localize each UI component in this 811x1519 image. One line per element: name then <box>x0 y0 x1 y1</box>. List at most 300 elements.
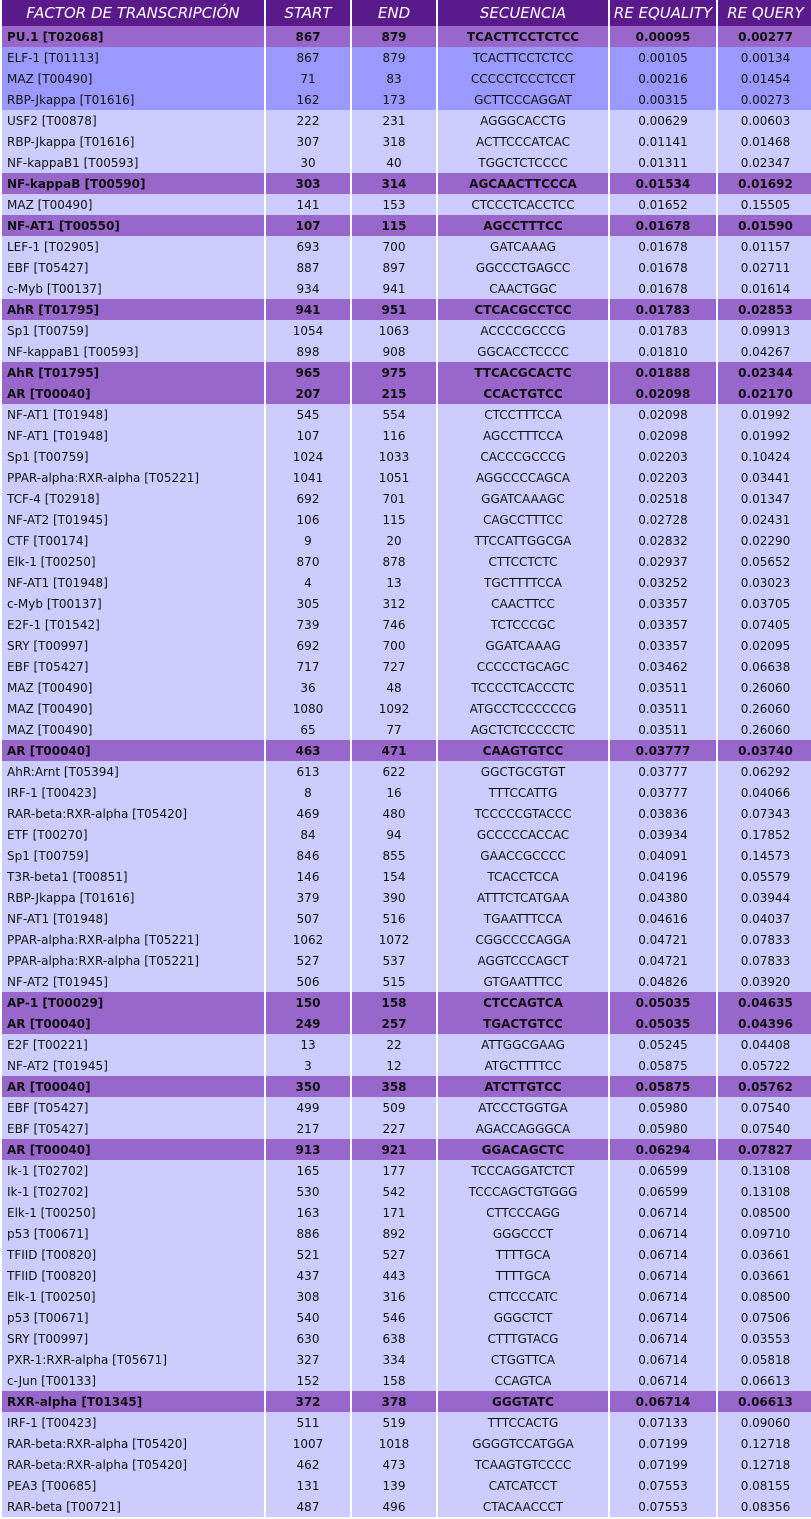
re-equality-cell: 0.03511 <box>610 719 716 740</box>
re-query-cell: 0.03661 <box>718 1244 811 1265</box>
table-row <box>2 1055 811 1076</box>
table-row <box>2 131 811 152</box>
end-cell: 975 <box>352 362 436 383</box>
factor-cell: Elk-1 [T00250] <box>2 551 264 572</box>
table-row <box>2 1223 811 1244</box>
start-cell: 913 <box>266 1139 350 1160</box>
table-row <box>2 173 811 194</box>
sequence-cell: CAACTTCC <box>438 593 608 614</box>
re-query-cell: 0.05762 <box>718 1076 811 1097</box>
start-cell: 1062 <box>266 929 350 950</box>
re-equality-cell: 0.05875 <box>610 1055 716 1076</box>
sequence-cell: GGATCAAAG <box>438 635 608 656</box>
factor-cell: AhR [T01795] <box>2 362 264 383</box>
factor-cell: LEF-1 [T02905] <box>2 236 264 257</box>
factor-cell: PPAR-alpha:RXR-alpha [T05221] <box>2 929 264 950</box>
end-cell: 527 <box>352 1244 436 1265</box>
sequence-cell: TTTCCATTG <box>438 782 608 803</box>
re-query-cell: 0.07833 <box>718 929 811 950</box>
re-query-cell: 0.13108 <box>718 1160 811 1181</box>
factor-cell: AR [T00040] <box>2 740 264 761</box>
end-cell: 115 <box>352 215 436 236</box>
sequence-cell: CATCATCCT <box>438 1475 608 1496</box>
start-cell: 165 <box>266 1160 350 1181</box>
table-row <box>2 635 811 656</box>
table-row <box>2 1328 811 1349</box>
factor-cell: MAZ [T00490] <box>2 698 264 719</box>
table-row <box>2 950 811 971</box>
re-query-cell: 0.07833 <box>718 950 811 971</box>
start-cell: 693 <box>266 236 350 257</box>
re-query-cell: 0.04408 <box>718 1034 811 1055</box>
table-row <box>2 362 811 383</box>
re-query-cell: 0.02431 <box>718 509 811 530</box>
re-equality-cell: 0.00095 <box>610 26 716 47</box>
sequence-cell: TCCCAGCTGTGGG <box>438 1181 608 1202</box>
factor-cell: NF-kappaB1 [T00593] <box>2 341 264 362</box>
sequence-cell: TGCTTTTCCA <box>438 572 608 593</box>
table-row <box>2 257 811 278</box>
start-cell: 71 <box>266 68 350 89</box>
re-equality-cell: 0.03357 <box>610 614 716 635</box>
end-cell: 139 <box>352 1475 436 1496</box>
factor-cell: AhR [T01795] <box>2 299 264 320</box>
end-cell: 509 <box>352 1097 436 1118</box>
sequence-cell: TCCCAGGATCTCT <box>438 1160 608 1181</box>
re-equality-cell: 0.06294 <box>610 1139 716 1160</box>
start-cell: 739 <box>266 614 350 635</box>
re-query-cell: 0.09710 <box>718 1223 811 1244</box>
re-query-cell: 0.01347 <box>718 488 811 509</box>
start-cell: 530 <box>266 1181 350 1202</box>
factor-cell: AR [T00040] <box>2 1076 264 1097</box>
re-query-cell: 0.04037 <box>718 908 811 929</box>
re-query-cell: 0.04066 <box>718 782 811 803</box>
start-cell: 1024 <box>266 446 350 467</box>
re-equality-cell: 0.06714 <box>610 1223 716 1244</box>
table-row <box>2 677 811 698</box>
start-cell: 613 <box>266 761 350 782</box>
re-query-cell: 0.14573 <box>718 845 811 866</box>
re-equality-cell: 0.01678 <box>610 257 716 278</box>
end-cell: 40 <box>352 152 436 173</box>
table-row <box>2 1307 811 1328</box>
sequence-cell: GGGCTCT <box>438 1307 608 1328</box>
start-cell: 372 <box>266 1391 350 1412</box>
re-query-cell: 0.01590 <box>718 215 811 236</box>
start-cell: 1041 <box>266 467 350 488</box>
factor-cell: RBP-Jkappa [T01616] <box>2 89 264 110</box>
end-cell: 701 <box>352 488 436 509</box>
re-query-cell: 0.26060 <box>718 677 811 698</box>
factor-cell: RAR-beta:RXR-alpha [T05420] <box>2 803 264 824</box>
factor-cell: MAZ [T00490] <box>2 194 264 215</box>
end-cell: 879 <box>352 26 436 47</box>
end-cell: 77 <box>352 719 436 740</box>
start-cell: 305 <box>266 593 350 614</box>
re-query-cell: 0.08500 <box>718 1286 811 1307</box>
end-cell: 116 <box>352 425 436 446</box>
sequence-cell: CCCCCTGCAGC <box>438 656 608 677</box>
start-cell: 308 <box>266 1286 350 1307</box>
factor-cell: PPAR-alpha:RXR-alpha [T05221] <box>2 467 264 488</box>
sequence-cell: AGGTCCCAGCT <box>438 950 608 971</box>
header-factor: FACTOR DE TRANSCRIPCIÓN <box>2 0 264 26</box>
end-cell: 16 <box>352 782 436 803</box>
table-row <box>2 1349 811 1370</box>
sequence-cell: ATGCCTCCCCCCG <box>438 698 608 719</box>
sequence-cell: GTGAATTTCC <box>438 971 608 992</box>
re-query-cell: 0.13108 <box>718 1181 811 1202</box>
re-query-cell: 0.26060 <box>718 698 811 719</box>
factor-cell: NF-AT2 [T01945] <box>2 1055 264 1076</box>
factor-cell: NF-AT1 [T00550] <box>2 215 264 236</box>
factor-cell: c-Myb [T00137] <box>2 278 264 299</box>
end-cell: 480 <box>352 803 436 824</box>
sequence-cell: CTCCAGTCA <box>438 992 608 1013</box>
end-cell: 908 <box>352 341 436 362</box>
start-cell: 511 <box>266 1412 350 1433</box>
re-equality-cell: 0.02098 <box>610 383 716 404</box>
re-equality-cell: 0.05980 <box>610 1118 716 1139</box>
re-equality-cell: 0.06714 <box>610 1307 716 1328</box>
table-row <box>2 656 811 677</box>
re-query-cell: 0.04267 <box>718 341 811 362</box>
re-query-cell: 0.09913 <box>718 320 811 341</box>
table-row <box>2 593 811 614</box>
table-row <box>2 152 811 173</box>
sequence-cell: GCCCCCACCAC <box>438 824 608 845</box>
re-equality-cell: 0.02937 <box>610 551 716 572</box>
end-cell: 378 <box>352 1391 436 1412</box>
factor-cell: NF-kappaB [T00590] <box>2 173 264 194</box>
factor-cell: Elk-1 [T00250] <box>2 1286 264 1307</box>
factor-cell: AR [T00040] <box>2 1013 264 1034</box>
re-query-cell: 0.07827 <box>718 1139 811 1160</box>
table-row <box>2 740 811 761</box>
end-cell: 158 <box>352 992 436 1013</box>
factor-cell: p53 [T00671] <box>2 1223 264 1244</box>
table-row <box>2 551 811 572</box>
re-equality-cell: 0.01311 <box>610 152 716 173</box>
start-cell: 499 <box>266 1097 350 1118</box>
end-cell: 1092 <box>352 698 436 719</box>
sequence-cell: CAACTGGC <box>438 278 608 299</box>
re-equality-cell: 0.02098 <box>610 404 716 425</box>
end-cell: 115 <box>352 509 436 530</box>
end-cell: 700 <box>352 635 436 656</box>
re-query-cell: 0.01468 <box>718 131 811 152</box>
factor-cell: Ik-1 [T02702] <box>2 1160 264 1181</box>
table-row <box>2 803 811 824</box>
sequence-cell: GATCAAAG <box>438 236 608 257</box>
factor-cell: Elk-1 [T00250] <box>2 1202 264 1223</box>
end-cell: 334 <box>352 1349 436 1370</box>
end-cell: 312 <box>352 593 436 614</box>
end-cell: 314 <box>352 173 436 194</box>
start-cell: 941 <box>266 299 350 320</box>
factor-cell: RBP-Jkappa [T01616] <box>2 131 264 152</box>
re-equality-cell: 0.02518 <box>610 488 716 509</box>
start-cell: 307 <box>266 131 350 152</box>
factor-cell: AR [T00040] <box>2 383 264 404</box>
re-equality-cell: 0.01534 <box>610 173 716 194</box>
re-query-cell: 0.05579 <box>718 866 811 887</box>
re-equality-cell: 0.03836 <box>610 803 716 824</box>
factor-cell: AhR:Arnt [T05394] <box>2 761 264 782</box>
re-query-cell: 0.01992 <box>718 404 811 425</box>
factor-cell: CTF [T00174] <box>2 530 264 551</box>
sequence-cell: GGATCAAAGC <box>438 488 608 509</box>
re-equality-cell: 0.05980 <box>610 1097 716 1118</box>
table-row <box>2 572 811 593</box>
re-query-cell: 0.15505 <box>718 194 811 215</box>
re-equality-cell: 0.04616 <box>610 908 716 929</box>
factor-cell: RAR-beta:RXR-alpha [T05420] <box>2 1454 264 1475</box>
factor-cell: NF-kappaB1 [T00593] <box>2 152 264 173</box>
factor-cell: T3R-beta1 [T00851] <box>2 866 264 887</box>
re-equality-cell: 0.07553 <box>610 1496 716 1517</box>
sequence-cell: TTTTGCA <box>438 1244 608 1265</box>
table-row <box>2 404 811 425</box>
re-equality-cell: 0.03511 <box>610 698 716 719</box>
table-row <box>2 719 811 740</box>
table-row <box>2 971 811 992</box>
end-cell: 390 <box>352 887 436 908</box>
re-equality-cell: 0.02203 <box>610 446 716 467</box>
re-equality-cell: 0.01141 <box>610 131 716 152</box>
re-equality-cell: 0.07199 <box>610 1454 716 1475</box>
start-cell: 867 <box>266 47 350 68</box>
table-row <box>2 908 811 929</box>
end-cell: 537 <box>352 950 436 971</box>
re-equality-cell: 0.06714 <box>610 1202 716 1223</box>
table-row <box>2 236 811 257</box>
factor-cell: ETF [T00270] <box>2 824 264 845</box>
sequence-cell: CTCACGCCTCC <box>438 299 608 320</box>
re-query-cell: 0.03553 <box>718 1328 811 1349</box>
header-end: END <box>352 0 436 26</box>
end-cell: 443 <box>352 1265 436 1286</box>
end-cell: 358 <box>352 1076 436 1097</box>
re-query-cell: 0.03920 <box>718 971 811 992</box>
sequence-cell: CTTCCTCTC <box>438 551 608 572</box>
re-query-cell: 0.05722 <box>718 1055 811 1076</box>
re-query-cell: 0.03944 <box>718 887 811 908</box>
start-cell: 870 <box>266 551 350 572</box>
factor-cell: EBF [T05427] <box>2 257 264 278</box>
start-cell: 65 <box>266 719 350 740</box>
re-query-cell: 0.01614 <box>718 278 811 299</box>
end-cell: 1033 <box>352 446 436 467</box>
table-body <box>2 26 811 1517</box>
table-row <box>2 992 811 1013</box>
start-cell: 303 <box>266 173 350 194</box>
table-row <box>2 1412 811 1433</box>
table-row <box>2 1160 811 1181</box>
sequence-cell: AGCTCTCCCCCTC <box>438 719 608 740</box>
re-equality-cell: 0.01783 <box>610 320 716 341</box>
table-row <box>2 824 811 845</box>
factor-cell: NF-AT1 [T01948] <box>2 404 264 425</box>
start-cell: 162 <box>266 89 350 110</box>
re-query-cell: 0.08356 <box>718 1496 811 1517</box>
factor-cell: IRF-1 [T00423] <box>2 1412 264 1433</box>
start-cell: 886 <box>266 1223 350 1244</box>
sequence-cell: ATTGGCGAAG <box>438 1034 608 1055</box>
start-cell: 1007 <box>266 1433 350 1454</box>
table-row <box>2 215 811 236</box>
sequence-cell: AGCCTTTCC <box>438 215 608 236</box>
table-row <box>2 761 811 782</box>
table-row <box>2 1076 811 1097</box>
factor-cell: MAZ [T00490] <box>2 719 264 740</box>
start-cell: 4 <box>266 572 350 593</box>
start-cell: 934 <box>266 278 350 299</box>
start-cell: 152 <box>266 1370 350 1391</box>
start-cell: 506 <box>266 971 350 992</box>
re-equality-cell: 0.01678 <box>610 236 716 257</box>
header-sequence: SECUENCIA <box>438 0 608 26</box>
re-equality-cell: 0.02728 <box>610 509 716 530</box>
sequence-cell: ATCCCTGGTGA <box>438 1097 608 1118</box>
start-cell: 30 <box>266 152 350 173</box>
re-query-cell: 0.17852 <box>718 824 811 845</box>
re-query-cell: 0.08155 <box>718 1475 811 1496</box>
end-cell: 879 <box>352 47 436 68</box>
re-query-cell: 0.02095 <box>718 635 811 656</box>
end-cell: 878 <box>352 551 436 572</box>
factor-cell: NF-AT1 [T01948] <box>2 572 264 593</box>
table-row <box>2 887 811 908</box>
table-row <box>2 68 811 89</box>
re-query-cell: 0.07405 <box>718 614 811 635</box>
sequence-cell: GGCTGCGTGT <box>438 761 608 782</box>
start-cell: 217 <box>266 1118 350 1139</box>
start-cell: 107 <box>266 425 350 446</box>
sequence-cell: AGCCTTTCCA <box>438 425 608 446</box>
re-query-cell: 0.00277 <box>718 26 811 47</box>
re-query-cell: 0.01157 <box>718 236 811 257</box>
end-cell: 473 <box>352 1454 436 1475</box>
re-query-cell: 0.07540 <box>718 1118 811 1139</box>
sequence-cell: CTGGTTCA <box>438 1349 608 1370</box>
re-equality-cell: 0.06599 <box>610 1160 716 1181</box>
sequence-cell: CCACTGTCC <box>438 383 608 404</box>
factor-cell: NF-AT2 [T01945] <box>2 509 264 530</box>
table-row <box>2 845 811 866</box>
sequence-cell: GGGGTCCATGGA <box>438 1433 608 1454</box>
end-cell: 1051 <box>352 467 436 488</box>
table-row <box>2 509 811 530</box>
end-cell: 554 <box>352 404 436 425</box>
sequence-cell: CAAGTGTCC <box>438 740 608 761</box>
start-cell: 84 <box>266 824 350 845</box>
table-row <box>2 866 811 887</box>
start-cell: 692 <box>266 488 350 509</box>
re-equality-cell: 0.04380 <box>610 887 716 908</box>
start-cell: 521 <box>266 1244 350 1265</box>
factor-cell: Sp1 [T00759] <box>2 845 264 866</box>
re-query-cell: 0.02711 <box>718 257 811 278</box>
table-row <box>2 1370 811 1391</box>
factor-cell: E2F-1 [T01542] <box>2 614 264 635</box>
end-cell: 897 <box>352 257 436 278</box>
end-cell: 153 <box>352 194 436 215</box>
sequence-cell: GGGTATC <box>438 1391 608 1412</box>
re-query-cell: 0.26060 <box>718 719 811 740</box>
factor-cell: IRF-1 [T00423] <box>2 782 264 803</box>
header-row <box>2 0 811 26</box>
re-equality-cell: 0.01678 <box>610 215 716 236</box>
re-equality-cell: 0.05035 <box>610 992 716 1013</box>
table-row <box>2 425 811 446</box>
sequence-cell: CGGCCCCAGGA <box>438 929 608 950</box>
re-query-cell: 0.04635 <box>718 992 811 1013</box>
re-equality-cell: 0.06714 <box>610 1244 716 1265</box>
re-equality-cell: 0.07133 <box>610 1412 716 1433</box>
factor-cell: MAZ [T00490] <box>2 68 264 89</box>
sequence-cell: CTTCCCATC <box>438 1286 608 1307</box>
re-equality-cell: 0.00216 <box>610 68 716 89</box>
re-equality-cell: 0.03511 <box>610 677 716 698</box>
end-cell: 1018 <box>352 1433 436 1454</box>
factor-cell: c-Jun [T00133] <box>2 1370 264 1391</box>
table-row <box>2 1475 811 1496</box>
re-equality-cell: 0.02203 <box>610 467 716 488</box>
table-row <box>2 929 811 950</box>
start-cell: 507 <box>266 908 350 929</box>
factor-cell: RXR-alpha [T01345] <box>2 1391 264 1412</box>
sequence-cell: CCAGTCA <box>438 1370 608 1391</box>
header-re-equality: RE EQUALITY <box>610 0 716 26</box>
end-cell: 171 <box>352 1202 436 1223</box>
factor-cell: EBF [T05427] <box>2 656 264 677</box>
factor-cell: TFIID [T00820] <box>2 1265 264 1286</box>
sequence-cell: ATGCTTTTCC <box>438 1055 608 1076</box>
factor-cell: ELF-1 [T01113] <box>2 47 264 68</box>
table-row <box>2 698 811 719</box>
sequence-cell: TCACTTCCTCTCC <box>438 47 608 68</box>
table-row <box>2 1496 811 1517</box>
re-equality-cell: 0.05875 <box>610 1076 716 1097</box>
start-cell: 545 <box>266 404 350 425</box>
re-equality-cell: 0.03777 <box>610 761 716 782</box>
factor-cell: USF2 [T00878] <box>2 110 264 131</box>
re-query-cell: 0.07343 <box>718 803 811 824</box>
re-query-cell: 0.12718 <box>718 1454 811 1475</box>
end-cell: 12 <box>352 1055 436 1076</box>
table-row <box>2 1202 811 1223</box>
end-cell: 892 <box>352 1223 436 1244</box>
sequence-cell: TGACTGTCC <box>438 1013 608 1034</box>
re-equality-cell: 0.04196 <box>610 866 716 887</box>
re-equality-cell: 0.03357 <box>610 593 716 614</box>
end-cell: 516 <box>352 908 436 929</box>
re-query-cell: 0.02853 <box>718 299 811 320</box>
end-cell: 22 <box>352 1034 436 1055</box>
start-cell: 717 <box>266 656 350 677</box>
re-equality-cell: 0.06714 <box>610 1265 716 1286</box>
start-cell: 107 <box>266 215 350 236</box>
sequence-cell: ATCTTGTCC <box>438 1076 608 1097</box>
re-query-cell: 0.02347 <box>718 152 811 173</box>
re-equality-cell: 0.00315 <box>610 89 716 110</box>
re-equality-cell: 0.07199 <box>610 1433 716 1454</box>
factor-cell: E2F [T00221] <box>2 1034 264 1055</box>
end-cell: 154 <box>352 866 436 887</box>
sequence-cell: ACTTCCCATCAC <box>438 131 608 152</box>
